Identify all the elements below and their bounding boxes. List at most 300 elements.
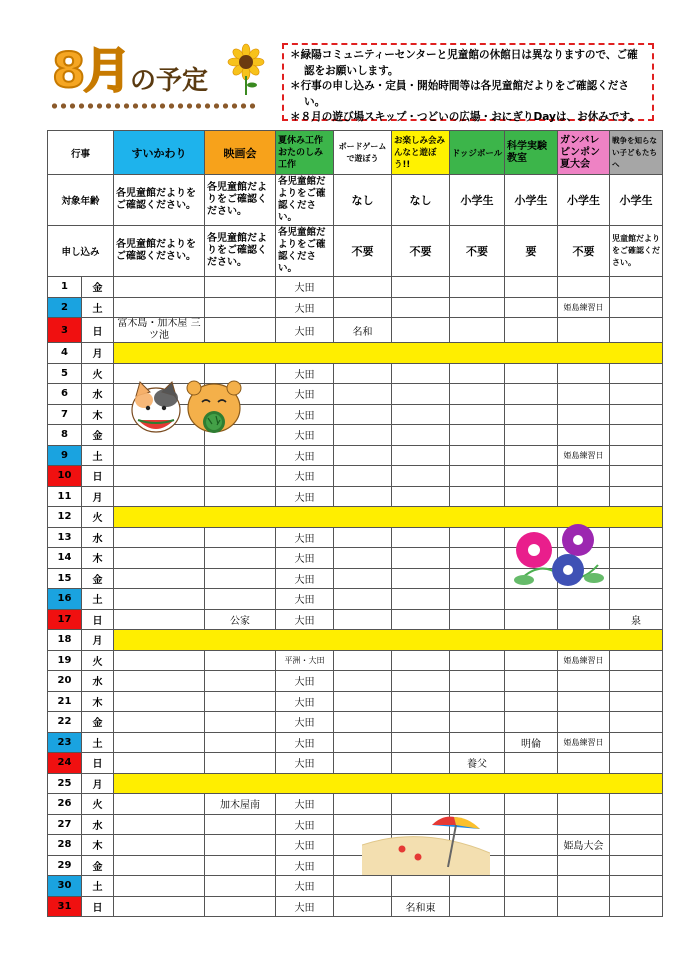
- schedule-cell: [205, 650, 276, 671]
- day-number: 24: [48, 753, 82, 774]
- schedule-cell: [114, 876, 205, 897]
- day-row: [48, 318, 663, 343]
- day-row: [48, 835, 663, 856]
- schedule-cell: 泉: [610, 609, 663, 630]
- schedule-cell: [392, 650, 450, 671]
- schedule-cell: [334, 548, 392, 569]
- schedule-cell: [205, 589, 276, 610]
- schedule-cell: [334, 650, 392, 671]
- schedule-cell: 養父: [450, 753, 505, 774]
- schedule-cell: [450, 466, 505, 487]
- schedule-cell: [334, 363, 392, 384]
- schedule-cell: [610, 486, 663, 507]
- day-weekday: 金: [82, 425, 114, 446]
- schedule-cell: [505, 876, 558, 897]
- schedule-cell: [558, 363, 610, 384]
- event-header: 戦争を知らない子どもたちへ: [610, 131, 663, 175]
- schedule-cell: [558, 384, 610, 405]
- schedule-cell: [114, 835, 205, 856]
- schedule-cell: [334, 384, 392, 405]
- schedule-cell: 大田: [276, 384, 334, 405]
- day-row: [48, 876, 663, 897]
- schedule-cell: [205, 297, 276, 318]
- day-number: 19: [48, 650, 82, 671]
- schedule-cell: [450, 363, 505, 384]
- schedule-cell: [505, 753, 558, 774]
- day-row: [48, 445, 663, 466]
- day-number: 27: [48, 814, 82, 835]
- schedule-cell: [610, 277, 663, 298]
- schedule-cell: [558, 466, 610, 487]
- schedule-cell: [558, 753, 610, 774]
- day-weekday: 日: [82, 466, 114, 487]
- schedule-cell: [392, 466, 450, 487]
- schedule-cell: [392, 527, 450, 548]
- schedule-cell: [558, 318, 610, 343]
- day-weekday: 月: [82, 343, 114, 364]
- schedule-cell: 明倫: [505, 732, 558, 753]
- schedule-cell: [205, 835, 276, 856]
- schedule-cell: [114, 814, 205, 835]
- day-row: [48, 753, 663, 774]
- schedule-cell: [205, 548, 276, 569]
- schedule-cell: 富木島・加木屋 三ツ池: [114, 318, 205, 343]
- schedule-cell: [114, 527, 205, 548]
- schedule-cell: 大田: [276, 404, 334, 425]
- schedule-cell: [450, 671, 505, 692]
- schedule-cell: [114, 568, 205, 589]
- schedule-cell: 大田: [276, 277, 334, 298]
- target-cell: 小学生: [450, 175, 505, 226]
- schedule-cell: [505, 609, 558, 630]
- day-row: [48, 650, 663, 671]
- schedule-cell: 姫島練習日: [558, 732, 610, 753]
- day-weekday: 金: [82, 568, 114, 589]
- schedule-cell: [450, 650, 505, 671]
- schedule-cell: [114, 753, 205, 774]
- schedule-cell: [450, 318, 505, 343]
- day-row: [48, 277, 663, 298]
- schedule-cell: [334, 609, 392, 630]
- day-weekday: 水: [82, 671, 114, 692]
- notice-line-2: ＊行事の申し込み・定員・開始時間等は各児童館だよりをご確認ください。: [290, 80, 629, 108]
- row-label-events: 行事: [48, 131, 114, 175]
- schedule-cell: [392, 445, 450, 466]
- schedule-cell: [114, 712, 205, 733]
- schedule-cell: [610, 466, 663, 487]
- schedule-cell: [610, 671, 663, 692]
- schedule-cell: [205, 486, 276, 507]
- apply-cell: 各児童館だよりをご確認ください。: [114, 226, 205, 277]
- day-weekday: 土: [82, 876, 114, 897]
- schedule-cell: [205, 671, 276, 692]
- apply-cell: 児童館だよりをご確認ください。: [610, 226, 663, 277]
- schedule-cell: [392, 753, 450, 774]
- schedule-cell: [450, 712, 505, 733]
- schedule-cell: [610, 855, 663, 876]
- schedule-cell: [450, 527, 505, 548]
- schedule-cell: [505, 835, 558, 856]
- schedule-cell: [334, 466, 392, 487]
- schedule-cell: [558, 691, 610, 712]
- schedule-cell: [610, 794, 663, 815]
- schedule-cell: [392, 732, 450, 753]
- day-row: [48, 343, 663, 364]
- schedule-cell: [114, 548, 205, 569]
- day-number: 22: [48, 712, 82, 733]
- schedule-cell: 大田: [276, 814, 334, 835]
- schedule-cell: 大田: [276, 753, 334, 774]
- title-dot-underline: [50, 102, 256, 110]
- event-header: すいかわり: [114, 131, 205, 175]
- schedule-cell: [205, 814, 276, 835]
- notice-line-3: ＊８月の遊び場スキップ・つどいの広場・おにぎりDayは、お休みです。: [290, 111, 640, 123]
- schedule-cell: [558, 814, 610, 835]
- day-number: 13: [48, 527, 82, 548]
- day-row: [48, 486, 663, 507]
- schedule-cell: [450, 297, 505, 318]
- day-number: 14: [48, 548, 82, 569]
- schedule-cell: [392, 691, 450, 712]
- schedule-cell: 名和: [334, 318, 392, 343]
- day-weekday: 木: [82, 691, 114, 712]
- day-number: 4: [48, 343, 82, 364]
- day-number: 30: [48, 876, 82, 897]
- schedule-cell: [505, 277, 558, 298]
- schedule-cell: 大田: [276, 896, 334, 917]
- schedule-cell: [450, 732, 505, 753]
- day-weekday: 土: [82, 732, 114, 753]
- schedule-cell: [505, 466, 558, 487]
- day-row: [48, 855, 663, 876]
- day-number: 28: [48, 835, 82, 856]
- event-header: 科学実験教室: [505, 131, 558, 175]
- schedule-cell: [334, 445, 392, 466]
- schedule-cell: [205, 466, 276, 487]
- schedule-cell: [205, 753, 276, 774]
- schedule-cell: [392, 384, 450, 405]
- schedule-cell: 大田: [276, 568, 334, 589]
- event-header: 夏休み工作おたのしみ工作: [276, 131, 334, 175]
- schedule-cell: [114, 589, 205, 610]
- day-number: 10: [48, 466, 82, 487]
- event-header-row: [48, 131, 663, 175]
- schedule-cell: [114, 297, 205, 318]
- schedule-cell: [205, 855, 276, 876]
- schedule-cell: [114, 691, 205, 712]
- day-weekday: 水: [82, 384, 114, 405]
- apply-cell: 各児童館だよりをご確認ください。: [276, 226, 334, 277]
- schedule-cell: [114, 732, 205, 753]
- schedule-cell: [558, 277, 610, 298]
- schedule-cell: [505, 896, 558, 917]
- schedule-cell: [505, 363, 558, 384]
- schedule-cell: [558, 425, 610, 446]
- target-cell: なし: [334, 175, 392, 226]
- schedule-cell: [205, 445, 276, 466]
- row-label-target: 対象年齢: [48, 175, 114, 226]
- day-weekday: 土: [82, 297, 114, 318]
- target-cell: 各児童館だよりをご確認ください。: [114, 175, 205, 226]
- schedule-cell: [610, 896, 663, 917]
- schedule-cell: [450, 568, 505, 589]
- schedule-cell: [450, 445, 505, 466]
- event-header: ボードゲームで遊ぼう: [334, 131, 392, 175]
- schedule-cell: [114, 896, 205, 917]
- schedule-cell: [334, 671, 392, 692]
- schedule-cell: 姫島練習日: [558, 650, 610, 671]
- day-weekday: 日: [82, 896, 114, 917]
- target-cell: 小学生: [558, 175, 610, 226]
- schedule-cell: [450, 609, 505, 630]
- beach-umbrella-icon: [362, 815, 490, 875]
- schedule-cell: [558, 404, 610, 425]
- day-weekday: 月: [82, 773, 114, 794]
- schedule-cell: [450, 277, 505, 298]
- schedule-cell: [450, 589, 505, 610]
- day-row: [48, 691, 663, 712]
- schedule-cell: [334, 712, 392, 733]
- day-number: 18: [48, 630, 82, 651]
- day-number: 5: [48, 363, 82, 384]
- morning-glory-icon: [510, 520, 605, 592]
- day-weekday: 金: [82, 855, 114, 876]
- day-weekday: 火: [82, 363, 114, 384]
- schedule-cell: [450, 548, 505, 569]
- target-cell: 各児童館だよりをご確認ください。: [205, 175, 276, 226]
- schedule-cell: [505, 318, 558, 343]
- schedule-cell: 大田: [276, 691, 334, 712]
- day-number: 17: [48, 609, 82, 630]
- schedule-cell: [450, 384, 505, 405]
- schedule-cell: [205, 732, 276, 753]
- schedule-cell: [558, 609, 610, 630]
- row-label-apply: 申し込み: [48, 226, 114, 277]
- day-weekday: 月: [82, 486, 114, 507]
- title-subtitle: の予定: [130, 66, 209, 96]
- day-weekday: 土: [82, 589, 114, 610]
- schedule-cell: 姫島大会: [558, 835, 610, 856]
- schedule-cell: [450, 404, 505, 425]
- schedule-cell: [392, 548, 450, 569]
- schedule-cell: [392, 794, 450, 815]
- day-number: 16: [48, 589, 82, 610]
- day-row: [48, 732, 663, 753]
- schedule-cell: [610, 691, 663, 712]
- schedule-cell: 大田: [276, 855, 334, 876]
- schedule-cell: [205, 691, 276, 712]
- target-cell: 各児童館だよりをご確認ください。: [276, 175, 334, 226]
- closed-day-band: [114, 343, 663, 364]
- schedule-cell: [334, 568, 392, 589]
- schedule-cell: [392, 297, 450, 318]
- day-weekday: 水: [82, 814, 114, 835]
- schedule-cell: [558, 712, 610, 733]
- day-row: [48, 609, 663, 630]
- day-weekday: 木: [82, 404, 114, 425]
- schedule-cell: [610, 589, 663, 610]
- schedule-cell: [450, 425, 505, 446]
- schedule-cell: [505, 425, 558, 446]
- schedule-cell: [610, 425, 663, 446]
- schedule-cell: [505, 814, 558, 835]
- day-number: 6: [48, 384, 82, 405]
- schedule-cell: 姫島練習日: [558, 445, 610, 466]
- schedule-cell: 大田: [276, 876, 334, 897]
- title-month: 8月: [52, 43, 130, 99]
- target-cell: なし: [392, 175, 450, 226]
- event-header: ドッジボール: [450, 131, 505, 175]
- schedule-cell: [558, 486, 610, 507]
- notice-box: [282, 43, 654, 121]
- target-cell: 小学生: [505, 175, 558, 226]
- schedule-cell: [334, 753, 392, 774]
- schedule-cell: [610, 445, 663, 466]
- schedule-cell: [205, 568, 276, 589]
- schedule-cell: [505, 297, 558, 318]
- day-number: 9: [48, 445, 82, 466]
- schedule-cell: [392, 404, 450, 425]
- day-number: 2: [48, 297, 82, 318]
- day-number: 31: [48, 896, 82, 917]
- schedule-cell: [610, 753, 663, 774]
- notice-line-1: ＊緑陽コミュニティーセンターと児童館の休館日は異なりますので、ご確認をお願いします。: [290, 49, 638, 77]
- schedule-cell: 大田: [276, 835, 334, 856]
- schedule-cell: [392, 363, 450, 384]
- schedule-cell: [558, 855, 610, 876]
- day-row: [48, 814, 663, 835]
- schedule-cell: [114, 671, 205, 692]
- schedule-cell: 公家: [205, 609, 276, 630]
- schedule-cell: [334, 876, 392, 897]
- schedule-cell: [334, 486, 392, 507]
- schedule-cell: [610, 404, 663, 425]
- schedule-cell: [610, 876, 663, 897]
- day-number: 25: [48, 773, 82, 794]
- target-cell: 小学生: [610, 175, 663, 226]
- target-age-row: [48, 175, 663, 226]
- schedule-cell: [505, 445, 558, 466]
- schedule-cell: 姫島練習日: [558, 297, 610, 318]
- schedule-cell: [450, 896, 505, 917]
- schedule-cell: [334, 896, 392, 917]
- day-number: 23: [48, 732, 82, 753]
- schedule-cell: [450, 691, 505, 712]
- apply-cell: 要: [505, 226, 558, 277]
- schedule-cell: [558, 896, 610, 917]
- day-number: 29: [48, 855, 82, 876]
- day-weekday: 日: [82, 753, 114, 774]
- day-row: [48, 773, 663, 794]
- day-number: 7: [48, 404, 82, 425]
- schedule-cell: [610, 568, 663, 589]
- day-weekday: 金: [82, 277, 114, 298]
- schedule-cell: [610, 548, 663, 569]
- schedule-cell: [610, 814, 663, 835]
- day-number: 26: [48, 794, 82, 815]
- day-weekday: 木: [82, 548, 114, 569]
- apply-cell: 各児童館だよりをご確認ください。: [205, 226, 276, 277]
- schedule-cell: [334, 277, 392, 298]
- schedule-cell: [505, 486, 558, 507]
- day-number: 15: [48, 568, 82, 589]
- schedule-cell: [334, 589, 392, 610]
- schedule-cell: [392, 425, 450, 446]
- schedule-cell: [205, 712, 276, 733]
- day-weekday: 火: [82, 794, 114, 815]
- schedule-cell: 大田: [276, 794, 334, 815]
- schedule-cell: [114, 650, 205, 671]
- schedule-cell: 大田: [276, 445, 334, 466]
- day-number: 8: [48, 425, 82, 446]
- schedule-cell: 大田: [276, 671, 334, 692]
- schedule-cell: 大田: [276, 712, 334, 733]
- schedule-cell: [114, 855, 205, 876]
- day-weekday: 火: [82, 507, 114, 528]
- schedule-cell: [450, 876, 505, 897]
- schedule-cell: 大田: [276, 297, 334, 318]
- schedule-cell: 大田: [276, 527, 334, 548]
- closed-day-band: [114, 630, 663, 651]
- day-number: 12: [48, 507, 82, 528]
- schedule-cell: [610, 297, 663, 318]
- schedule-cell: [205, 318, 276, 343]
- schedule-cell: [205, 876, 276, 897]
- schedule-cell: [610, 732, 663, 753]
- day-weekday: 金: [82, 712, 114, 733]
- schedule-cell: 平洲・大田: [276, 650, 334, 671]
- day-row: [48, 671, 663, 692]
- schedule-cell: 大田: [276, 609, 334, 630]
- day-row: [48, 297, 663, 318]
- day-number: 1: [48, 277, 82, 298]
- day-row: [48, 466, 663, 487]
- schedule-cell: [505, 691, 558, 712]
- schedule-cell: [114, 445, 205, 466]
- day-row: [48, 630, 663, 651]
- apply-cell: 不要: [450, 226, 505, 277]
- schedule-cell: [205, 527, 276, 548]
- schedule-cell: [610, 712, 663, 733]
- sunflower-icon: [226, 40, 266, 95]
- cat-and-bear-watermelon-icon: [126, 378, 246, 436]
- schedule-cell: [505, 650, 558, 671]
- schedule-cell: [392, 318, 450, 343]
- schedule-cell: [334, 794, 392, 815]
- day-row: [48, 794, 663, 815]
- schedule-cell: [205, 277, 276, 298]
- schedule-cell: [114, 794, 205, 815]
- schedule-cell: 大田: [276, 486, 334, 507]
- day-weekday: 日: [82, 318, 114, 343]
- schedule-cell: [610, 318, 663, 343]
- apply-cell: 不要: [392, 226, 450, 277]
- schedule-cell: [205, 896, 276, 917]
- schedule-cell: [505, 384, 558, 405]
- schedule-cell: [558, 794, 610, 815]
- schedule-cell: [392, 568, 450, 589]
- closed-day-band: [114, 773, 663, 794]
- schedule-cell: [505, 712, 558, 733]
- schedule-cell: [610, 835, 663, 856]
- event-header: 映画会: [205, 131, 276, 175]
- schedule-cell: 大田: [276, 466, 334, 487]
- schedule-cell: [392, 876, 450, 897]
- schedule-cell: [505, 671, 558, 692]
- schedule-cell: [610, 363, 663, 384]
- schedule-cell: [114, 486, 205, 507]
- event-header: ガンバレピンポン夏大会: [558, 131, 610, 175]
